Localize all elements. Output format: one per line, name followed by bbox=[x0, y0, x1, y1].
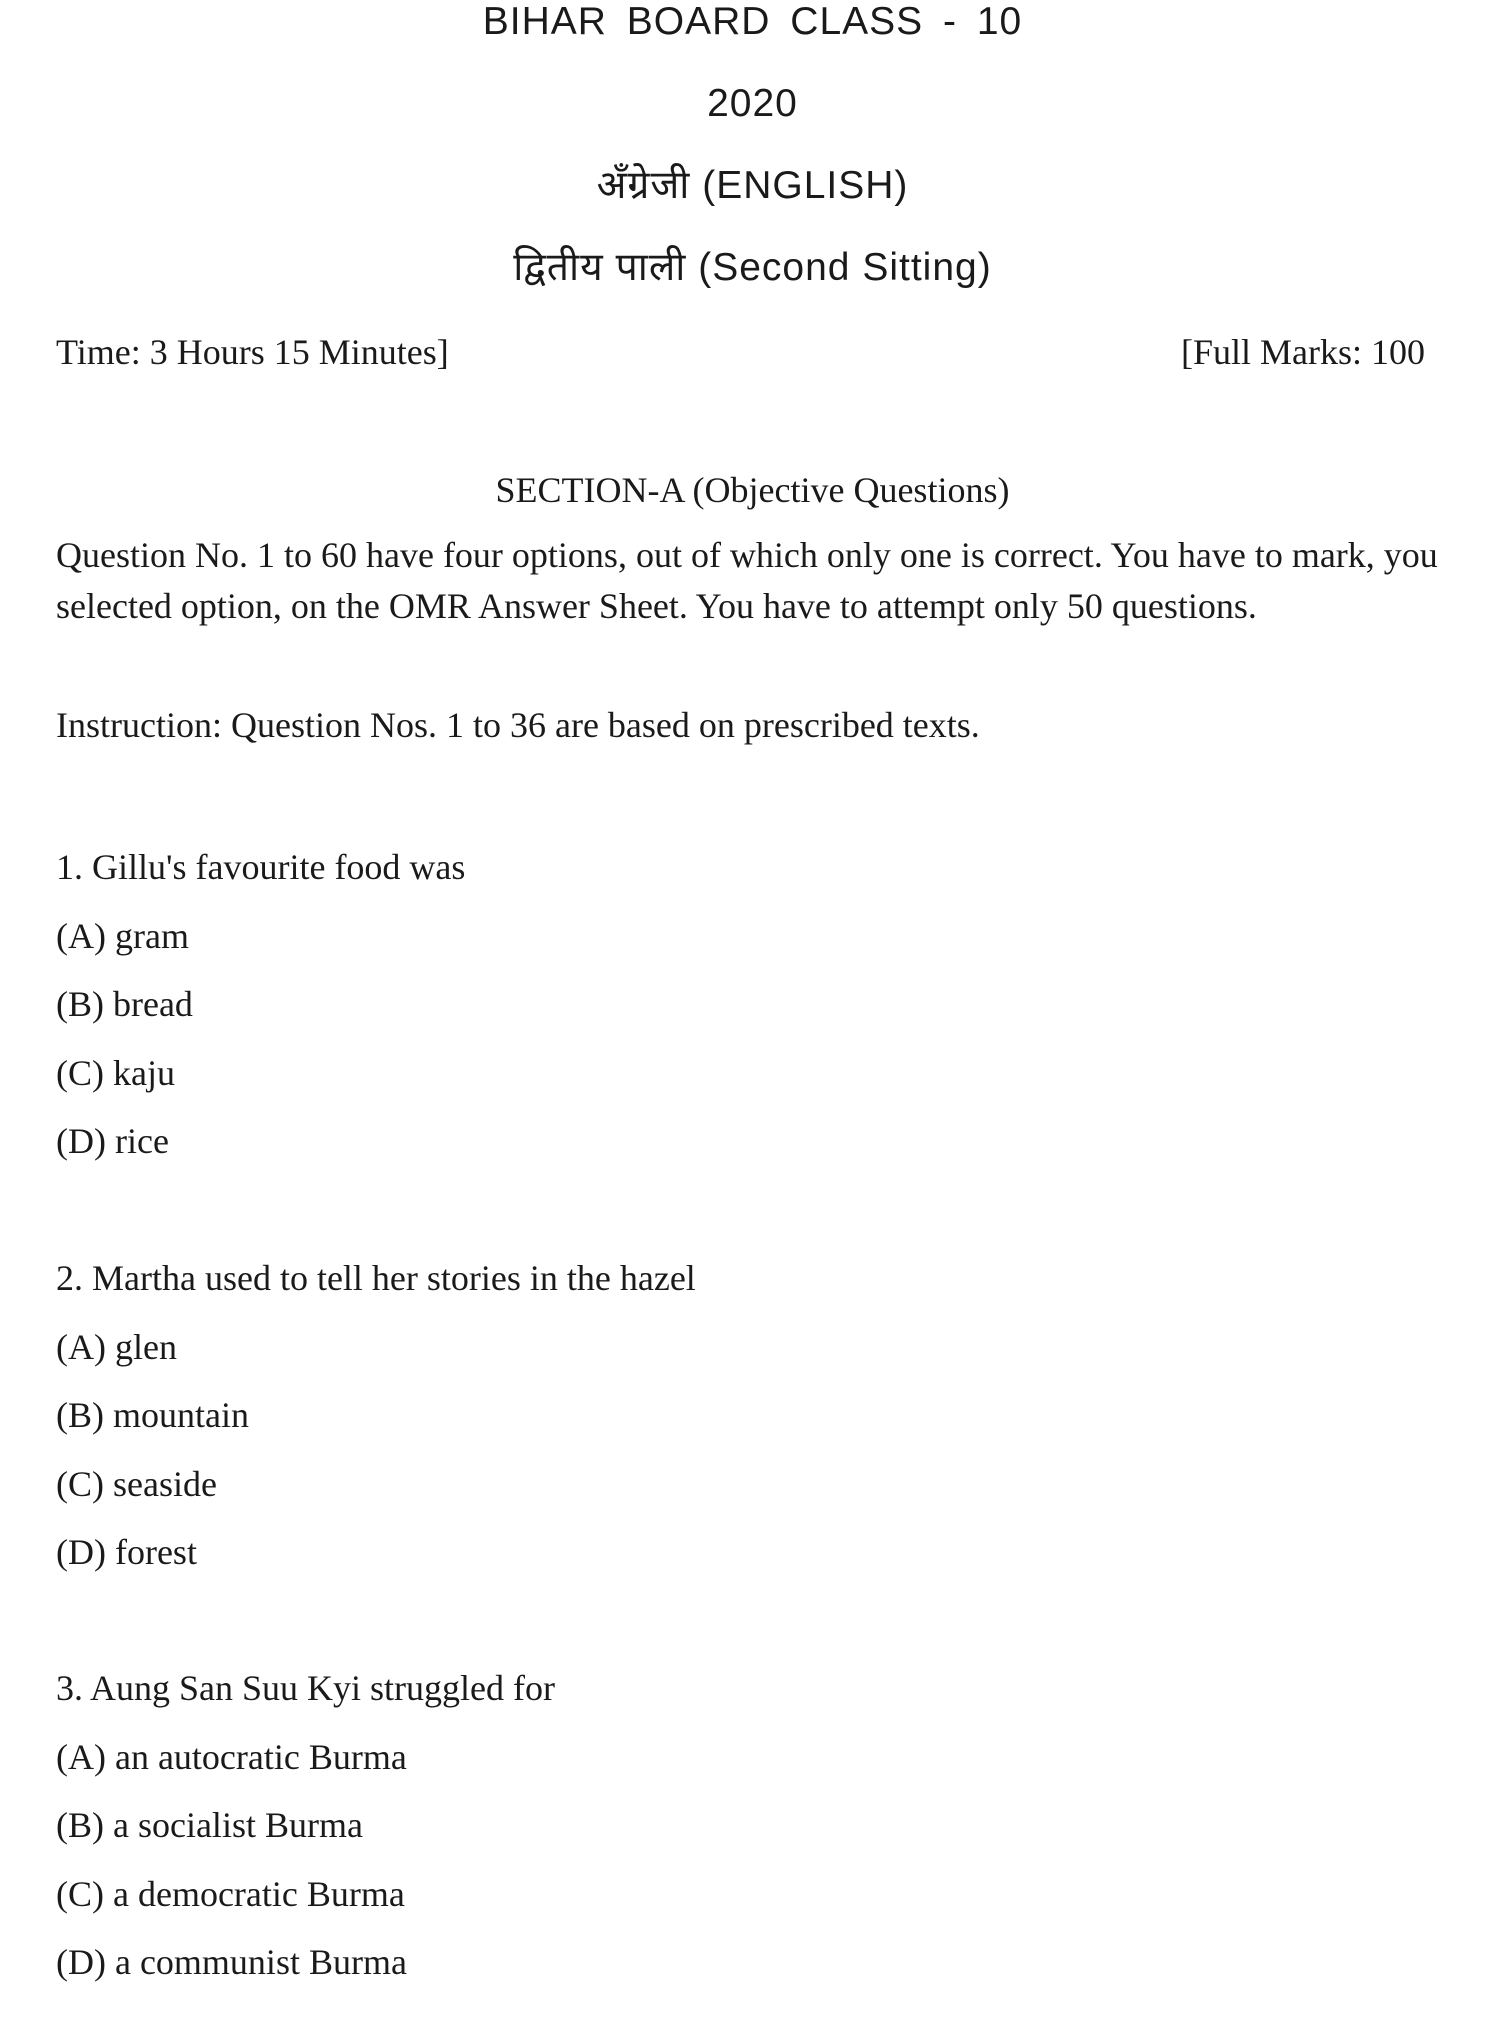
option-d: (D) rice bbox=[56, 1121, 169, 1161]
option-a: (A) gram bbox=[56, 915, 189, 956]
option-d: (D) forest bbox=[56, 1532, 197, 1572]
option-d: (D) a communist Burma bbox=[56, 1942, 407, 1982]
sitting-heading: द्वितीय पाली (Second Sitting) bbox=[513, 246, 992, 289]
option-b: (B) a socialist Burma bbox=[56, 1805, 363, 1845]
question-text: 1. Gillu's favourite food was bbox=[56, 847, 466, 887]
option-c: (C) kaju bbox=[56, 1052, 175, 1093]
option-c: (C) a democratic Burma bbox=[56, 1873, 405, 1914]
option-a: (A) glen bbox=[56, 1326, 177, 1367]
question-2 bbox=[56, 1260, 1356, 1603]
question-3 bbox=[56, 1670, 1356, 2013]
option-c: (C) seaside bbox=[56, 1463, 217, 1504]
full-marks: [Full Marks: 100 bbox=[1180, 332, 1425, 372]
section-intro: Question No. 1 to 60 have four options, out of which only one is correct. You have to mark, you selected option, on the OMR Answer Sheet. You have to attempt only 50 questions. bbox=[56, 535, 1438, 626]
option-a: (A) an autocratic Burma bbox=[56, 1736, 407, 1777]
subject-heading: अँग्रेजी (ENGLISH) bbox=[596, 164, 909, 207]
option-b: (B) mountain bbox=[56, 1395, 249, 1435]
section-title: SECTION-A (Objective Questions) bbox=[495, 470, 1010, 510]
section-instruction: Instruction: Question Nos. 1 to 36 are based on prescribed texts. bbox=[56, 705, 980, 745]
exam-year: 2020 bbox=[707, 82, 798, 125]
exam-duration: Time: 3 Hours 15 Minutes] bbox=[56, 332, 449, 372]
board-class-heading: BIHAR BOARD CLASS - 10 bbox=[482, 0, 1023, 43]
option-b: (B) bread bbox=[56, 984, 193, 1024]
question-text: 3. Aung San Suu Kyi struggled for bbox=[56, 1668, 555, 1708]
question-1 bbox=[56, 849, 1356, 1192]
question-text: 2. Martha used to tell her stories in the hazel bbox=[56, 1258, 696, 1298]
